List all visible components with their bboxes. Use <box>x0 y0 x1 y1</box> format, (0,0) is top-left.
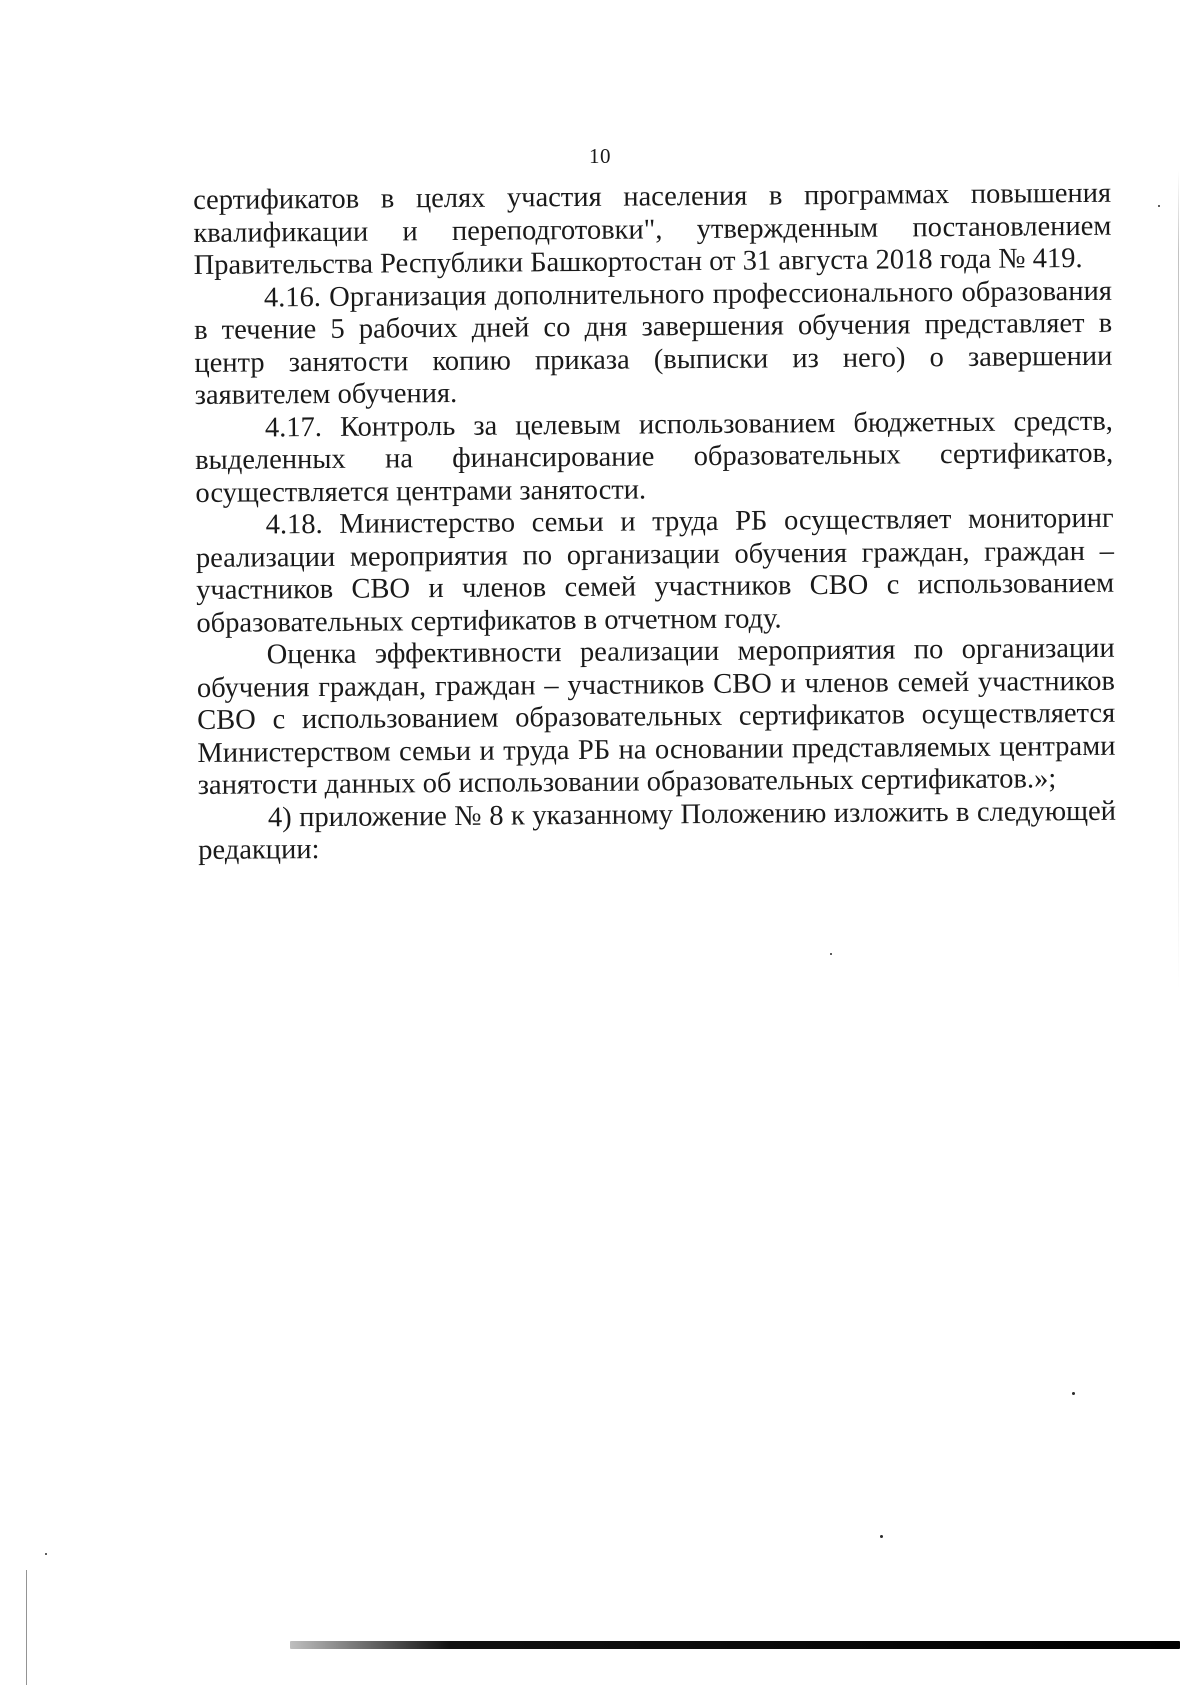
paragraph-4-16: 4.16. Организация дополнительного профессионального образования в течение 5 рабочих дней со дня завершения обучения представляет в центр занятости копию приказа (выписки из него) о завершении заявителем обучения. <box>194 275 1113 411</box>
paragraph-4-17: 4.17. Контроль за целевым использованием бюджетных средств, выделенных на финансирование образовательных сертификатов, осуществляется центрами занятости. <box>195 405 1114 509</box>
paragraph-item-4: 4) приложение № 8 к указанному Положению изложить в следующей редакции: <box>198 795 1117 866</box>
page-number: 10 <box>589 144 611 168</box>
scan-speck <box>830 953 832 955</box>
scan-edge-right <box>1178 170 1179 990</box>
scan-speck <box>45 1553 47 1555</box>
paragraph-continuation: сертификатов в целях участия населения в программах повышения квалификации и переподготовки", утвержденным постановлением Правительства Республики Башкортостан от 31 августа 2018 года № 419. <box>193 177 1112 281</box>
paragraph-evaluation: Оценка эффективности реализации мероприятия по организации обучения граждан, граждан – участников СВО и членов семей участников СВО с использованием образовательных сертификатов осуществляется Министерством семьи и труда РБ на основании представляемых центрами занятости данных об использовании образовательных сертификатов.»; <box>196 632 1116 801</box>
document-body <box>193 178 1116 868</box>
scan-edge-left <box>26 1570 27 1685</box>
scan-speck <box>1158 205 1160 207</box>
scan-speck <box>1072 1392 1075 1395</box>
scan-speck <box>880 1535 883 1538</box>
paragraph-4-18: 4.18. Министерство семьи и труда РБ осуществляет мониторинг реализации мероприятия по организации обучения граждан, граждан – участников СВО и членов семей участников СВО с использованием образовательных сертификатов в отчетном году. <box>195 502 1115 639</box>
scan-bottom-border <box>290 1641 1180 1649</box>
